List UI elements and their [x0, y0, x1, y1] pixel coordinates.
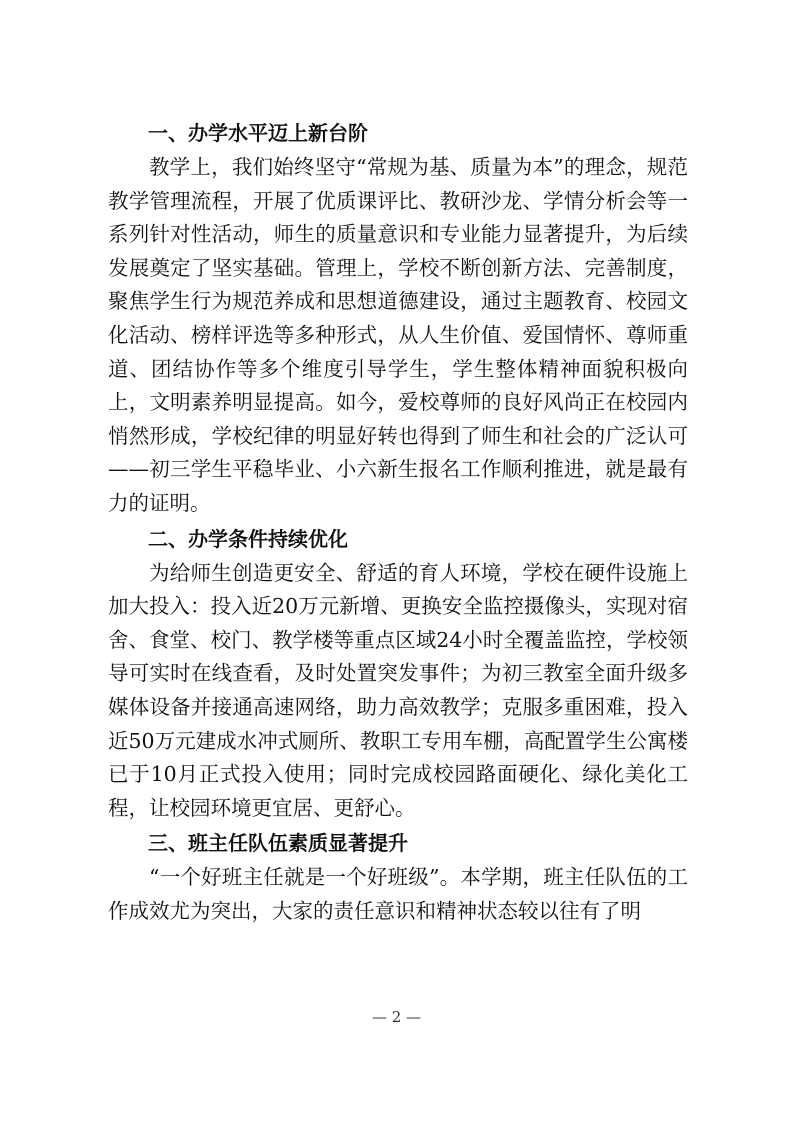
section-paragraph: 教学上，我们始终坚守“常规为基、质量为本”的理念，规范教学管理流程，开展了优质课评比、教研沙龙、学情分析会等一系列针对性活动，师生的质量意识和专业能力显著提升，为后续发展奠定了坚实基础。管理上，学校不断创新方法、完善制度，聚焦学生行为规范养成和思想道德建设，通过主题教育、校园文化活动、榜样评选等多种形式，从人生价值、爱国情怀、尊师重道、团结协作等多个维度引导学生，学生整体精神面貌积极向上，文明素养明显提高。如今，爱校尊师的良好风尚正在校园内悄然形成，学校纪律的明显好转也得到了师生和社会的广泛认可——初三学生平稳毕业、小六新生报名工作顺利推进，就是最有力的证明。 — [108, 155, 688, 515]
page-number: — 2 — — [371, 1008, 422, 1026]
section-heading: 三、班主任队伍素质显著提升 — [148, 831, 408, 856]
section-heading: 一、办学水平迈上新台阶 — [148, 121, 368, 145]
document-body — [108, 115, 688, 928]
section-paragraph: 为给师生创造更安全、舒适的育人环境，学校在硬件设施上加大投入：投入近20万元新增、更换安全监控摄像头，实现对宿舍、食堂、校门、教学楼等重点区域24小时全覆盖监控，学校领导可实时在线查看，及时处置突发事件；为初三教室全面升级多媒体设备并接通高速网络，助力高效教学；克服多重困难，投入近50万元建成水冲式厕所、教职工专用车棚，高配置学生公寓楼已于10月正式投入使用；同时完成校园路面硬化、绿化美化工程，让校园环境更宜居、更舒心。 — [108, 560, 688, 820]
section-heading: 二、办学条件持续优化 — [148, 526, 348, 551]
section-school-conditions — [108, 521, 688, 826]
section-paragraph: “一个好班主任就是一个好班级”。本学期，班主任队伍的工作成效尤为突出，大家的责任意识和精神状态较以往有了明 — [108, 865, 688, 923]
section-teaching-level — [108, 115, 688, 521]
section-head-teachers — [108, 825, 688, 928]
